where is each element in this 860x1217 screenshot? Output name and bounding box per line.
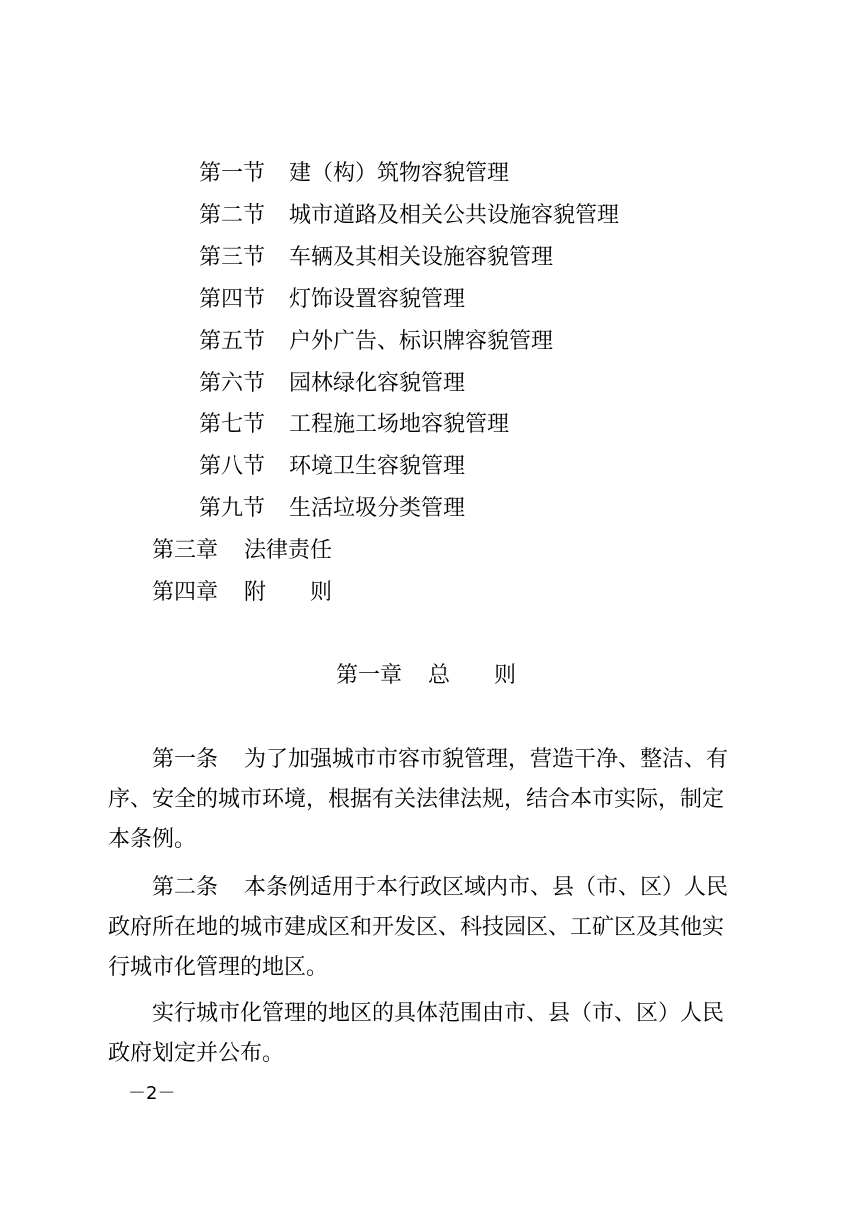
article-line: 实行城市化管理的地区的具体范围由市、县（市、区）人民 [152, 1001, 725, 1026]
toc-section-8 [199, 452, 465, 482]
toc-section-number: 第一节 [199, 161, 266, 186]
toc-section-title: 环境卫生容貌管理 [289, 454, 466, 479]
toc-section-7 [199, 410, 509, 440]
toc-section-title: 灯饰设置容貌管理 [289, 287, 466, 312]
toc-section-3 [199, 243, 553, 273]
toc-chapter-title: 附 则 [244, 580, 333, 605]
article-2 [152, 868, 752, 908]
article-line: 本条例。 [108, 827, 197, 852]
toc-section-number: 第三节 [199, 245, 266, 270]
toc-chapter-title: 法律责任 [244, 538, 333, 563]
toc-chapter-number: 第四章 [152, 580, 219, 605]
article-1-continuation [108, 780, 725, 860]
toc-chapter-number: 第三章 [152, 538, 219, 563]
toc-section-number: 第四节 [199, 287, 266, 312]
toc-section-title: 园林绿化容貌管理 [289, 371, 466, 396]
article-line: 政府划定并公布。 [108, 1041, 285, 1066]
article-line: 行城市化管理的地区。 [108, 955, 329, 980]
toc-section-number: 第二节 [199, 203, 266, 228]
toc-section-title: 建（构）筑物容貌管理 [289, 161, 510, 186]
article-number: 第二条 [152, 875, 219, 900]
article-number: 第一条 [152, 747, 219, 772]
article-2-paragraph-2-continuation [108, 1034, 708, 1074]
toc-section-9 [199, 494, 465, 524]
article-2-paragraph-2 [152, 994, 752, 1034]
toc-chapter-4 [152, 578, 332, 608]
toc-section-title: 工程施工场地容貌管理 [289, 412, 510, 437]
article-line: 政府所在地的城市建成区和开发区、科技园区、工矿区及其他实 [108, 915, 725, 940]
toc-section-4 [199, 285, 465, 315]
toc-section-5 [199, 327, 553, 357]
toc-section-number: 第八节 [199, 454, 266, 479]
chapter-heading-number: 第一章 [336, 663, 403, 688]
toc-section-number: 第九节 [199, 496, 266, 521]
article-line: 第一条 为了加强城市市容市貌管理，营造干净、整洁、有 [152, 740, 752, 780]
article-1 [152, 740, 752, 780]
toc-section-title: 城市道路及相关公共设施容貌管理 [289, 203, 620, 228]
toc-section-title: 生活垃圾分类管理 [289, 496, 466, 521]
toc-section-title: 户外广告、标识牌容貌管理 [289, 329, 554, 354]
article-2-continuation [108, 908, 725, 988]
toc-chapter-3 [152, 536, 332, 566]
toc-section-number: 第五节 [199, 329, 266, 354]
article-line: 第二条 本条例适用于本行政区域内市、县（市、区）人民 [152, 868, 752, 908]
toc-section-title: 车辆及其相关设施容貌管理 [289, 245, 554, 270]
toc-section-number: 第六节 [199, 371, 266, 396]
toc-section-number: 第七节 [199, 412, 266, 437]
toc-section-2 [199, 201, 619, 231]
toc-section-1 [199, 159, 509, 189]
page-number: －2－ [128, 1083, 176, 1104]
toc-section-6 [199, 369, 465, 399]
chapter-heading [336, 661, 516, 691]
article-line: 序、安全的城市环境，根据有关法律法规，结合本市实际，制定 [108, 787, 725, 812]
chapter-heading-title: 总 则 [428, 663, 517, 688]
